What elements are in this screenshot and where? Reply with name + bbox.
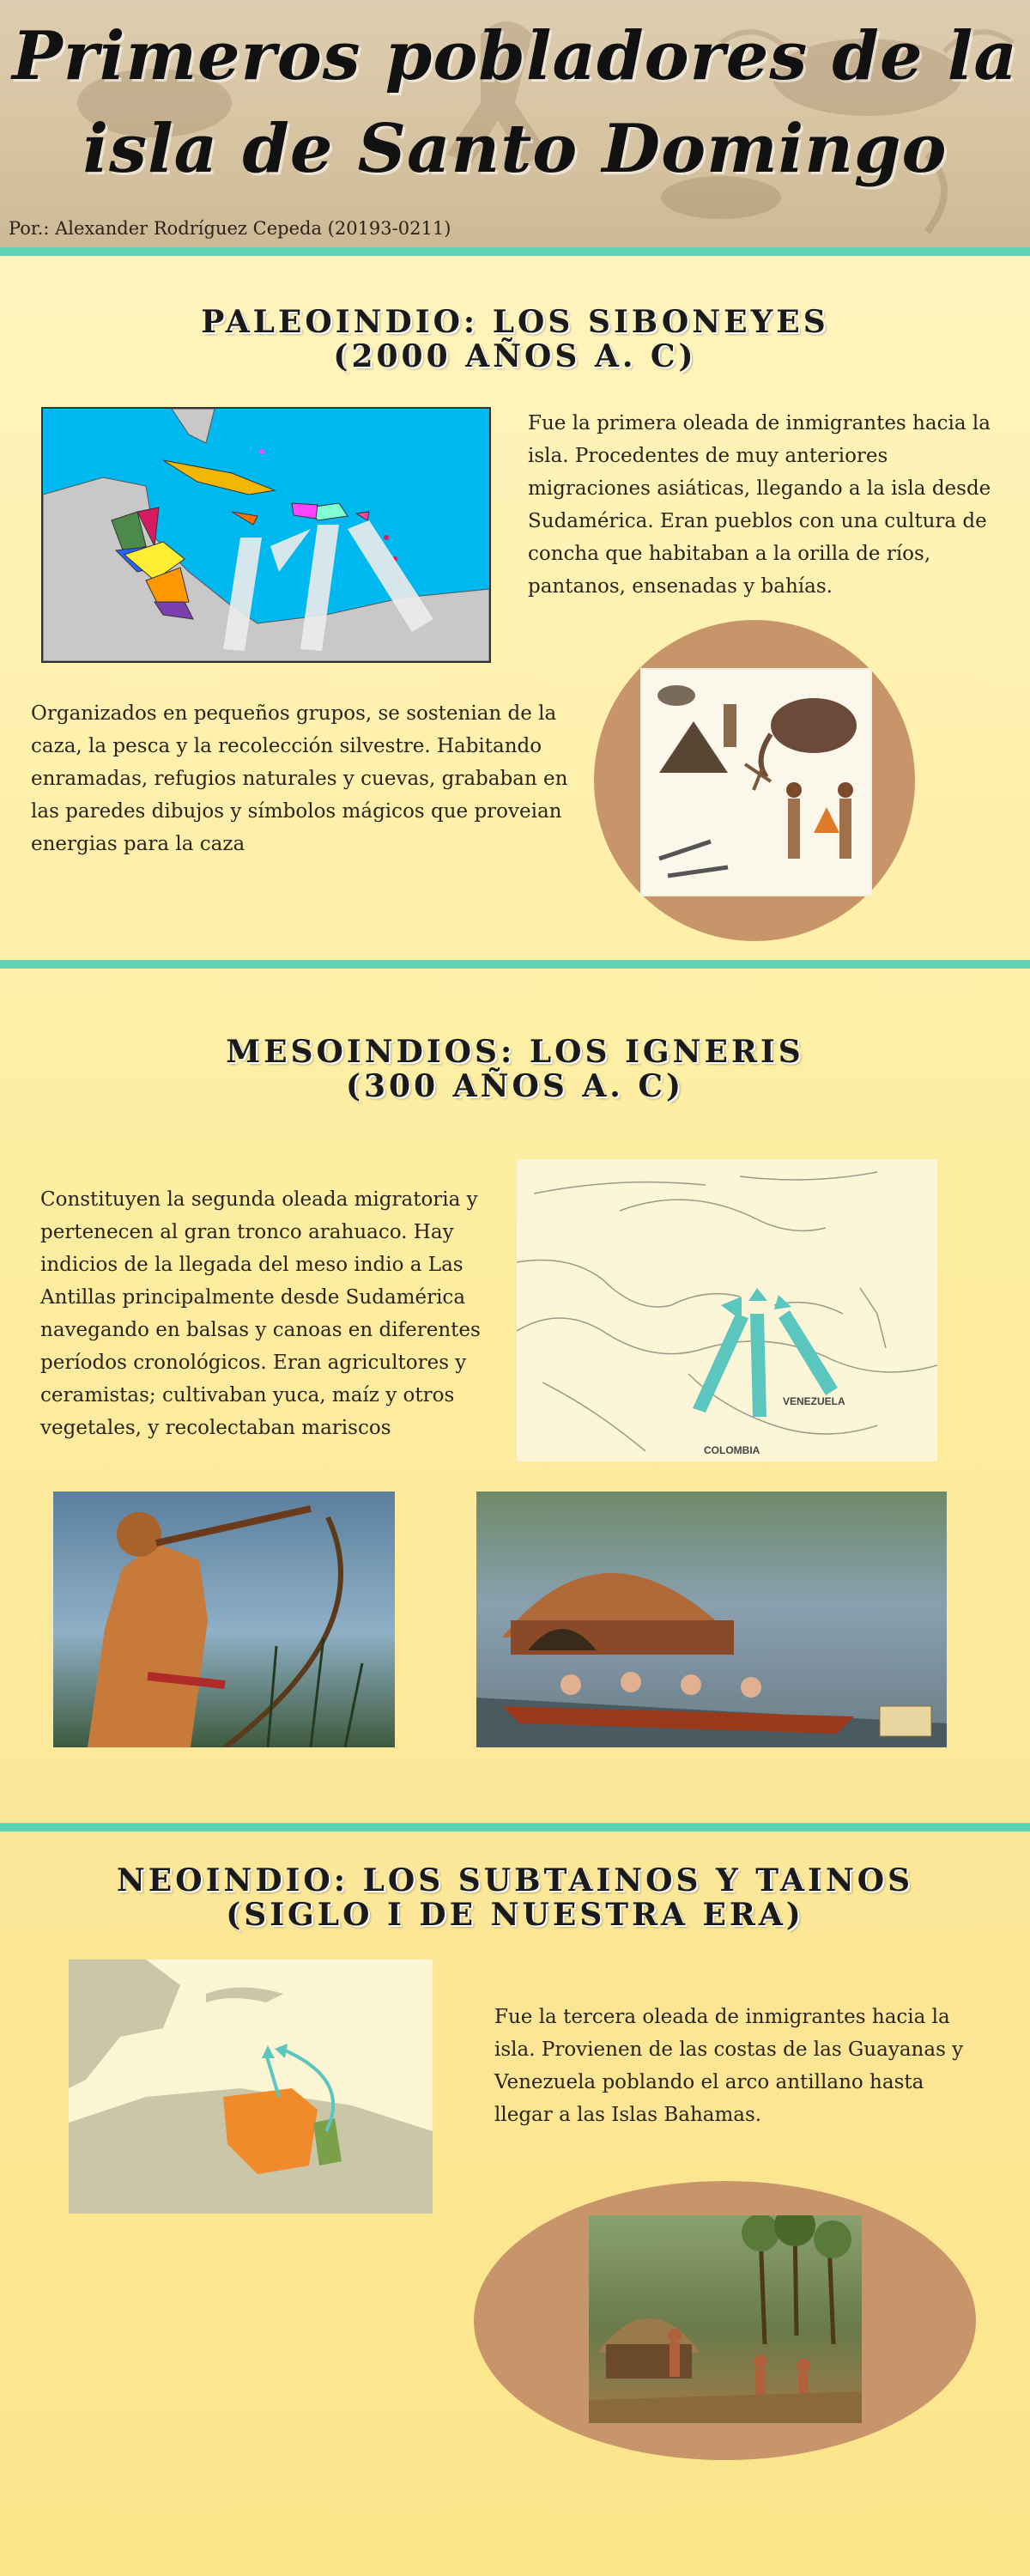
section-2-title-line-1: MESOINDIOS: LOS IGNERIS [226, 1034, 804, 1070]
canoe-village-painting [476, 1492, 947, 1747]
section-2-paragraph-1: Constituyen la segunda oleada migratoria y pertenecen al gran tronco arahuaco. Hay indicios de la llegada del meso indio a Las Antillas principalmente desde Sudamérica navegando en balsas y canoas en diferentes períodos cronológicos. Eran agricultores y ceramistas; cultivaban yuca, maíz y otros vegetales, y recolectaban mariscos [40, 1188, 481, 1439]
header-banner [0, 0, 1030, 247]
taino-village-painting [589, 2215, 862, 2423]
section-1-paragraph-1: Fue la primera oleada de inmigrantes hacia la isla. Procedentes de muy anteriores migraciones asiáticas, llegando a la isla desde Sudamérica. Eran pueblos con una cultura de concha que habitaban a la orilla de ríos, pantanos, ensenadas y bahías. [528, 412, 991, 598]
section-3-paragraph-1: Fue la tercera oleada de inmigrantes hacia la isla. Provienen de las costas de las Guayanas y Venezuela poblando el arco antillano hasta llegar a las Islas Bahamas. [494, 2006, 964, 2126]
section-3-title-line-2: (SIGLO I DE NUESTRA ERA) [226, 1897, 804, 1933]
section-divider [0, 1823, 1030, 1832]
prehistoric-life-illustration [640, 668, 872, 896]
caribbean-migration-map [41, 407, 491, 663]
section-1-paragraph-2: Organizados en pequeños grupos, se sostenian de la caza, la pesca y la recolección silvestre. Habitando enramadas, refugios naturales y cuevas, grababan en las paredes dibujos y símbolos mágicos que proveian energias para la caza [31, 702, 568, 855]
page-title-line-1: Primeros pobladores de la [12, 17, 1018, 95]
venezuela-guayanas-map [69, 1959, 433, 2214]
section-2-title-line-2: (300 AÑOS A. C) [345, 1068, 685, 1104]
section-divider [0, 960, 1030, 969]
section-divider [0, 247, 1030, 256]
archer-painting [53, 1492, 395, 1747]
section-1-title-line-2: (2000 AÑOS A. C) [333, 338, 697, 374]
map-label-colombia: COLOMBIA [704, 1444, 760, 1456]
map-label-venezuela: VENEZUELA [783, 1395, 845, 1407]
section-1-title-line-1: PALEOINDIO: LOS SIBONEYES [201, 304, 829, 340]
author-credit: Por.: Alexander Rodríguez Cepeda (20193-0211) [9, 218, 451, 239]
page-title-line-2: isla de Santo Domingo [82, 110, 948, 188]
migration-map-outline [517, 1159, 937, 1461]
section-3-title-line-1: NEOINDIO: LOS SUBTAINOS Y TAINOS [116, 1862, 914, 1899]
